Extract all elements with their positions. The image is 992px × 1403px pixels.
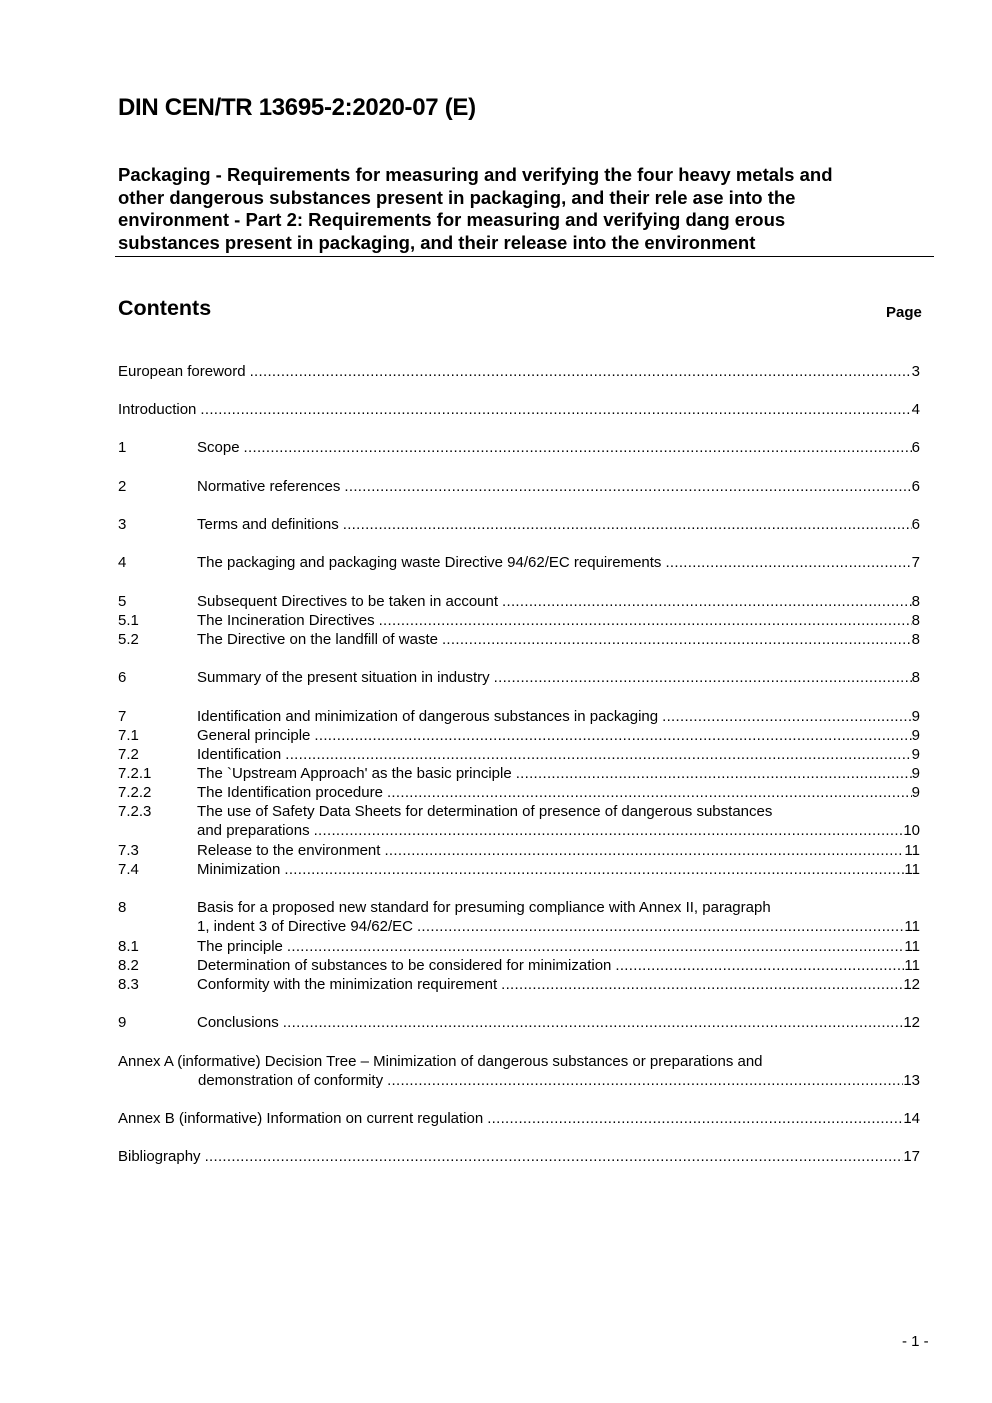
toc-entry-title: European foreword bbox=[118, 363, 246, 380]
toc-entry-page: 3 bbox=[911, 363, 920, 380]
toc-leader-dots bbox=[314, 726, 911, 745]
toc-leader-dots bbox=[379, 611, 912, 630]
toc-leader-dots bbox=[205, 1147, 904, 1166]
toc-entry-title: Introduction bbox=[118, 401, 197, 418]
toc-entry-page: 11 bbox=[904, 938, 920, 955]
toc-entry-title: Conclusions bbox=[197, 1014, 279, 1031]
toc-line[interactable] bbox=[118, 668, 920, 687]
toc-line[interactable] bbox=[118, 745, 920, 764]
toc-leader-dots bbox=[387, 1071, 903, 1090]
toc-line[interactable] bbox=[118, 630, 920, 649]
toc-entry-title-continued: and preparations bbox=[197, 822, 310, 839]
toc-entry-page: 9 bbox=[911, 746, 920, 763]
toc-entry-number: 7.2 bbox=[118, 746, 139, 763]
toc-line[interactable] bbox=[118, 917, 920, 936]
toc-line[interactable] bbox=[118, 956, 920, 975]
toc-entry-page: 12 bbox=[903, 1014, 920, 1031]
toc-leader-dots bbox=[516, 764, 912, 783]
document-id: DIN CEN/TR 13695-2:2020-07 (E) bbox=[118, 94, 476, 121]
toc-entry-page: 12 bbox=[903, 976, 920, 993]
toc-entry-title: Subsequent Directives to be taken in account bbox=[197, 593, 499, 610]
toc-entry-page: 11 bbox=[904, 861, 920, 878]
toc-line[interactable] bbox=[118, 1071, 920, 1090]
toc-line[interactable] bbox=[118, 362, 920, 381]
toc-line[interactable] bbox=[118, 592, 920, 611]
toc-entry-page: 17 bbox=[903, 1148, 920, 1165]
toc-entry-page: 8 bbox=[911, 631, 920, 648]
toc-entry-title: The principle bbox=[197, 938, 283, 955]
toc-entry-title: Summary of the present situation in industry bbox=[197, 669, 490, 686]
toc-leader-dots bbox=[287, 937, 905, 956]
toc-line[interactable] bbox=[118, 611, 920, 630]
toc-entry-page: 9 bbox=[911, 727, 920, 744]
toc-entry-title: Terms and definitions bbox=[197, 516, 339, 533]
toc-entry-number: 7.3 bbox=[118, 842, 139, 859]
toc-line[interactable] bbox=[118, 975, 920, 994]
toc-leader-dots bbox=[284, 860, 904, 879]
toc-entry-page: 9 bbox=[911, 708, 920, 725]
toc-line[interactable] bbox=[118, 515, 920, 534]
toc-line[interactable] bbox=[118, 764, 920, 783]
contents-heading: Contents bbox=[118, 296, 212, 320]
toc-entry-title-continued: demonstration of conformity bbox=[198, 1072, 384, 1089]
toc-entry-number: 7.2.1 bbox=[118, 765, 152, 782]
document-title bbox=[118, 164, 918, 255]
toc-entry-number: 8.1 bbox=[118, 938, 139, 955]
toc-entry-page: 6 bbox=[911, 478, 920, 495]
toc-entry-title-continued: 1, indent 3 of Directive 94/62/EC bbox=[197, 918, 413, 935]
toc-leader-dots bbox=[615, 956, 904, 975]
toc-leader-dots bbox=[417, 917, 904, 936]
toc-entry-page: 8 bbox=[911, 593, 920, 610]
toc-entry-title: Basis for a proposed new standard for presuming compliance with Annex II, paragraph bbox=[197, 899, 771, 916]
toc-line[interactable] bbox=[118, 937, 920, 956]
toc-entry-number: 5 bbox=[118, 593, 127, 610]
toc-leader-dots bbox=[250, 362, 912, 381]
toc-entry-page: 8 bbox=[911, 612, 920, 629]
toc-entry-number: 7.1 bbox=[118, 727, 139, 744]
toc-leader-dots bbox=[487, 1109, 903, 1128]
toc-entry-page: 6 bbox=[911, 439, 920, 456]
toc-entry-page: 9 bbox=[911, 784, 920, 801]
toc-entry-title: The use of Safety Data Sheets for determination of presence of dangerous substances bbox=[197, 803, 773, 820]
toc-entry-title: The Directive on the landfill of waste bbox=[197, 631, 438, 648]
toc-entry-number: 5.2 bbox=[118, 631, 139, 648]
toc-leader-dots bbox=[384, 841, 904, 860]
toc-line[interactable] bbox=[118, 1013, 920, 1032]
toc-leader-dots bbox=[244, 438, 912, 457]
toc-line[interactable] bbox=[118, 400, 920, 419]
title-line: other dangerous substances present in packaging, and their rele ase into the bbox=[118, 186, 796, 208]
toc-entry-title: Determination of substances to be considered for minimization bbox=[197, 957, 612, 974]
toc-entry-title: Annex A (informative) Decision Tree – Minimization of dangerous substances or preparations and bbox=[118, 1053, 763, 1070]
toc-entry-page: 10 bbox=[903, 822, 920, 839]
toc-entry-title: The Incineration Directives bbox=[197, 612, 375, 629]
toc-leader-dots bbox=[662, 707, 912, 726]
toc-entry-page: 11 bbox=[904, 918, 920, 935]
toc-entry-title: Normative references bbox=[197, 478, 341, 495]
toc-line[interactable] bbox=[118, 707, 920, 726]
toc-entry-number: 4 bbox=[118, 554, 127, 571]
toc-line[interactable] bbox=[118, 1109, 920, 1128]
toc-entry-page: 13 bbox=[903, 1072, 920, 1089]
toc-line[interactable] bbox=[118, 841, 920, 860]
toc-line[interactable] bbox=[118, 898, 920, 917]
toc-entry-title: Scope bbox=[197, 439, 240, 456]
toc-entry-number: 7.2.2 bbox=[118, 784, 152, 801]
toc-line[interactable] bbox=[118, 438, 920, 457]
toc-entry-title: The `Upstream Approach' as the basic principle bbox=[197, 765, 512, 782]
title-line: environment - Part 2: Requirements for measuring and verifying dang erous bbox=[118, 209, 786, 231]
toc-line[interactable] bbox=[118, 783, 920, 802]
toc-entry-title: Annex B (informative) Information on current regulation bbox=[118, 1110, 484, 1127]
toc-entry-number: 6 bbox=[118, 669, 127, 686]
toc-leader-dots bbox=[285, 745, 911, 764]
toc-leader-dots bbox=[502, 592, 912, 611]
toc-line[interactable] bbox=[118, 802, 920, 821]
toc-entry-number: 2 bbox=[118, 478, 127, 495]
page-column-label: Page bbox=[886, 304, 922, 321]
toc-entry-title: Minimization bbox=[197, 861, 281, 878]
toc-entry-number: 8.3 bbox=[118, 976, 139, 993]
toc-entry-page: 9 bbox=[911, 765, 920, 782]
toc-leader-dots bbox=[283, 1013, 904, 1032]
toc-line[interactable] bbox=[118, 477, 920, 496]
title-line: substances present in packaging, and their release into the environment bbox=[118, 232, 756, 254]
toc-leader-dots bbox=[387, 783, 912, 802]
toc-entry-title: Conformity with the minimization requirement bbox=[197, 976, 498, 993]
toc-entry-number: 7.2.3 bbox=[118, 803, 152, 820]
toc-entry-number: 3 bbox=[118, 516, 127, 533]
toc-leader-dots bbox=[200, 400, 911, 419]
toc-entry-page: 14 bbox=[903, 1110, 920, 1127]
toc-entry-page: 7 bbox=[911, 554, 920, 571]
toc-entry-page: 4 bbox=[911, 401, 920, 418]
toc-entry-number: 8 bbox=[118, 899, 127, 916]
toc-entry-title: Identification and minimization of dangerous substances in packaging bbox=[197, 708, 659, 725]
toc-entry-number: 7.4 bbox=[118, 861, 139, 878]
toc-leader-dots bbox=[665, 553, 911, 572]
toc-line[interactable] bbox=[118, 726, 920, 745]
title-line: Packaging - Requirements for measuring and verifying the four heavy metals and bbox=[118, 164, 833, 185]
title-divider bbox=[115, 256, 934, 257]
page-number-footer: - 1 - bbox=[902, 1333, 929, 1350]
toc-leader-dots bbox=[501, 975, 903, 994]
toc-leader-dots bbox=[494, 668, 912, 687]
toc-line[interactable] bbox=[118, 1052, 920, 1071]
toc-line[interactable] bbox=[118, 553, 920, 572]
toc-line[interactable] bbox=[118, 821, 920, 840]
toc-entry-title: The packaging and packaging waste Directive 94/62/EC requirements bbox=[197, 554, 662, 571]
toc-leader-dots bbox=[442, 630, 912, 649]
toc-entry-number: 7 bbox=[118, 708, 127, 725]
toc-entry-title: Release to the environment bbox=[197, 842, 381, 859]
toc-line[interactable] bbox=[118, 1147, 920, 1166]
toc-entry-title: Bibliography bbox=[118, 1148, 201, 1165]
toc-leader-dots bbox=[344, 477, 911, 496]
toc-entry-title: Identification bbox=[197, 746, 282, 763]
toc-entry-page: 11 bbox=[904, 842, 920, 859]
toc-entry-page: 8 bbox=[911, 669, 920, 686]
toc-entry-number: 9 bbox=[118, 1014, 127, 1031]
toc-entry-title: The Identification procedure bbox=[197, 784, 383, 801]
toc-entry-page: 6 bbox=[911, 516, 920, 533]
toc-entry-page: 11 bbox=[904, 957, 920, 974]
toc-entry-number: 1 bbox=[118, 439, 127, 456]
toc-entry-title: General principle bbox=[197, 727, 311, 744]
toc-entry-number: 8.2 bbox=[118, 957, 139, 974]
toc-leader-dots bbox=[343, 515, 912, 534]
toc-entry-number: 5.1 bbox=[118, 612, 139, 629]
toc-leader-dots bbox=[314, 821, 904, 840]
toc-line[interactable] bbox=[118, 860, 920, 879]
